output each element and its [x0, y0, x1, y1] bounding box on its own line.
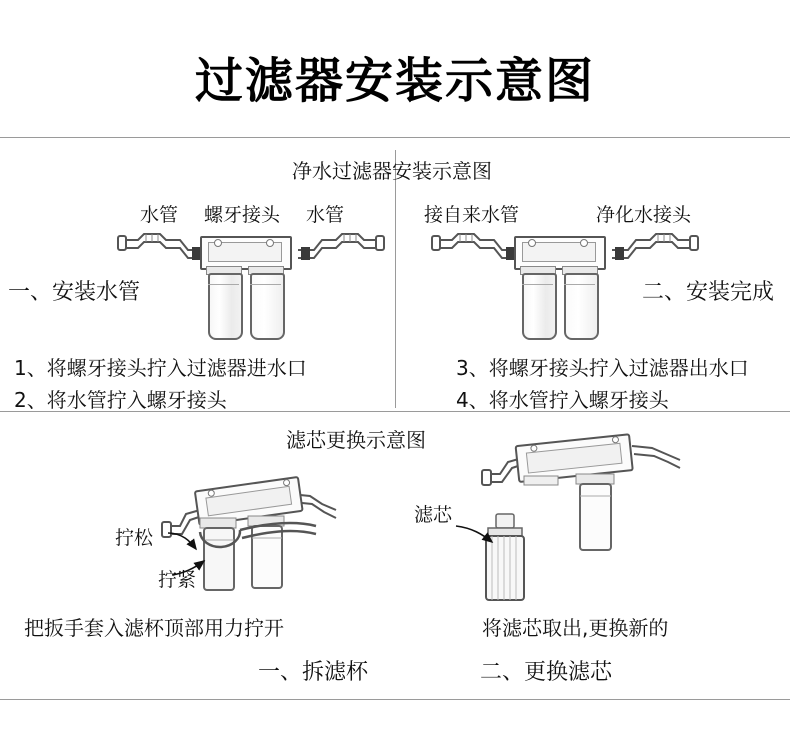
- stage-install-pipe: 一、安装水管: [8, 280, 141, 305]
- cartridge-pointer-arrow: [452, 520, 512, 560]
- replace-right-caption: 将滤芯取出,更换新的: [482, 616, 669, 640]
- label-tighten: 拧紧: [158, 569, 197, 591]
- stage-install-complete: 二、安装完成: [642, 280, 775, 305]
- install-step-2: 2、将水管拧入螺牙接头: [14, 388, 227, 412]
- install-step-3: 3、将螺牙接头拧入过滤器出水口: [456, 356, 749, 380]
- page-title: 过滤器安装示意图: [194, 53, 595, 109]
- replace-left-caption: 把扳手套入滤杯顶部用力拧开: [24, 616, 284, 640]
- replace-section-heading: 滤芯更换示意图: [286, 428, 426, 452]
- divider-vertical: [395, 150, 396, 408]
- label-water-pipe-left: 水管: [140, 204, 179, 226]
- left-filter-housing: [200, 236, 290, 346]
- install-section-heading: 净水过滤器安装示意图: [292, 159, 492, 183]
- stage-replace-cartridge: 二、更换滤芯: [480, 660, 613, 685]
- label-water-pipe-right: 水管: [306, 204, 345, 226]
- divider-bottom: [0, 699, 790, 700]
- label-connect-tap-water: 接自来水管: [424, 204, 520, 226]
- label-loosen: 拧松: [115, 527, 154, 549]
- divider-top: [0, 137, 790, 138]
- install-step-1: 1、将螺牙接头拧入过滤器进水口: [14, 356, 307, 380]
- install-step-4: 4、将水管拧入螺牙接头: [456, 388, 669, 412]
- label-purified-water-connector: 净化水接头: [596, 204, 692, 226]
- label-thread-connector: 螺牙接头: [204, 204, 281, 226]
- label-filter-cartridge: 滤芯: [414, 504, 453, 526]
- stage-remove-bowl: 一、拆滤杯: [258, 660, 369, 685]
- right-filter-housing: [514, 236, 604, 346]
